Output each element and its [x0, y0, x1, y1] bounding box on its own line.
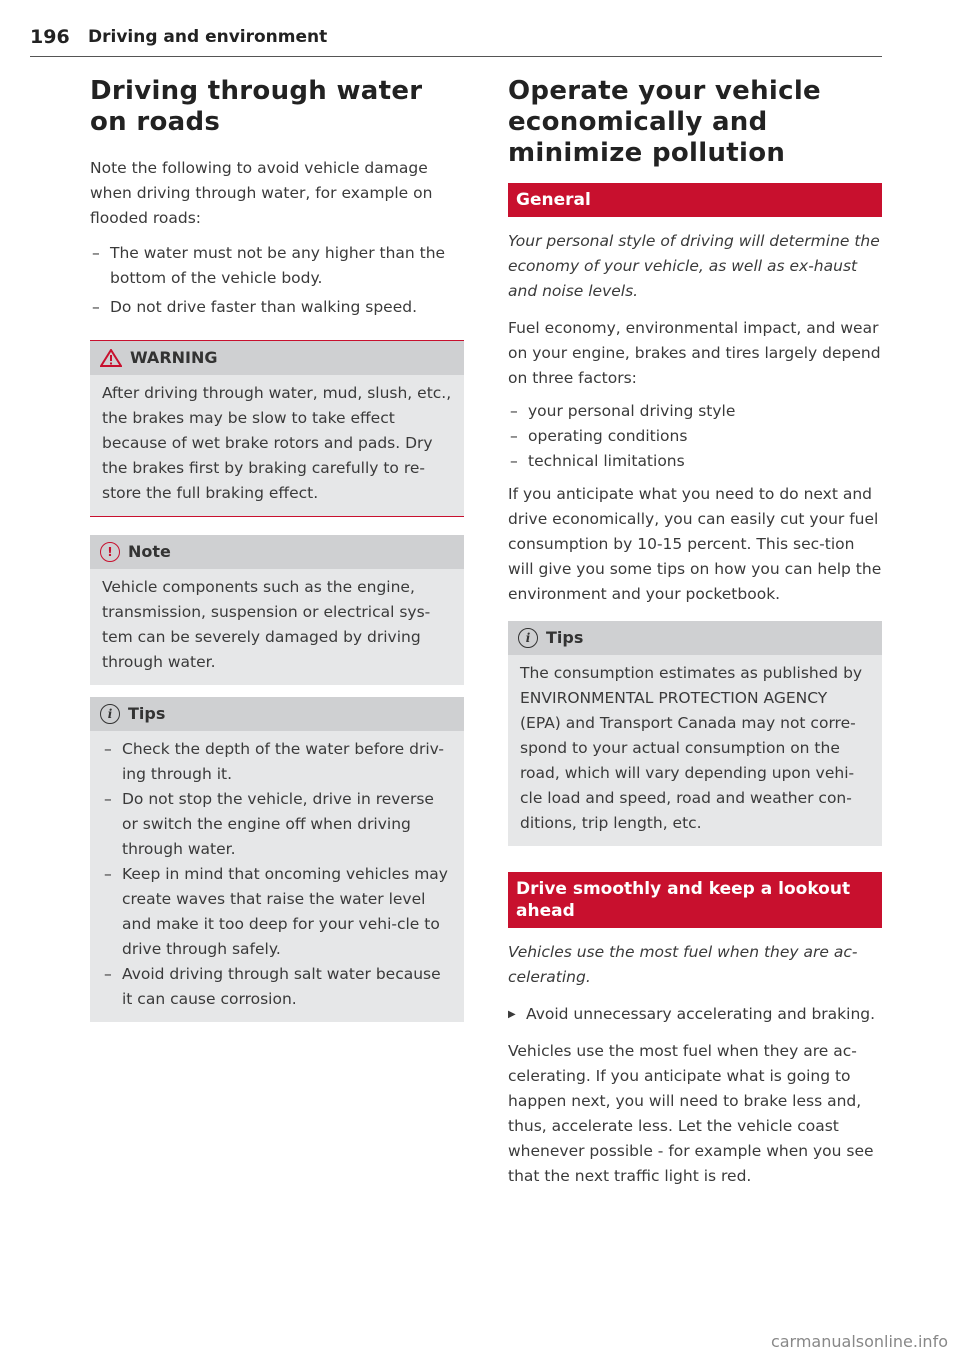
general-intro: Your personal style of driving will determine the economy of your vehicle, as well as ex-haust and noise levels. [508, 232, 880, 300]
drive-paragraph: Vehicles use the most fuel when they are ac-celerating. If you anticipate what is going to happen next, you will need to brake less and, thus, accelerate less. Let the vehicle coast whenever possible - for example when you see that the next traffic light is red. [508, 1042, 874, 1185]
warning-icon [100, 349, 122, 367]
list-item: – Do not stop the vehicle, drive in reverse or switch the engine off when driving through water. [102, 787, 452, 862]
drive-intro: Vehicles use the most fuel when they are ac-celerating. [508, 943, 858, 986]
list-item: – Keep in mind that oncoming vehicles may create waves that raise the water level and make it too deep for your vehi-cle to drive through safely. [102, 862, 452, 962]
watermark: carmanualsonline.info [770, 1332, 948, 1351]
note-text: Vehicle components such as the engine, transmission, suspension or electrical sys-tem can be severely damaged by driving through water. [102, 578, 431, 671]
list-item: – The water must not be any higher than the bottom of the vehicle body. [90, 241, 464, 291]
factors-list [508, 399, 882, 474]
left-column [90, 76, 464, 1022]
list-item: – Do not drive faster than walking speed. [90, 295, 464, 320]
intro-paragraph: Note the following to avoid vehicle damage when driving through water, for example on flooded roads: [90, 159, 433, 227]
section-title: Driving and environment [88, 27, 328, 47]
tips-box [90, 697, 464, 1022]
heading-driving-through-water: Driving through water on roads [90, 76, 423, 137]
tips-header [90, 697, 464, 731]
note-label: Note [128, 542, 171, 561]
warning-header [90, 340, 464, 375]
drive-smoothly-bar: Drive smoothly and keep a lookout ahead [508, 872, 882, 928]
note-box [90, 535, 464, 685]
info-icon: i [100, 704, 120, 724]
general-bar: General [508, 183, 882, 217]
page-header [30, 26, 882, 57]
warning-label: WARNING [130, 348, 218, 367]
note-header [90, 535, 464, 569]
right-column [508, 76, 882, 1189]
page-number: 196 [30, 26, 70, 48]
list-item: – your personal driving style [508, 399, 882, 424]
warning-text: After driving through water, mud, slush, etc., the brakes may be slow to take effect because of wet brake rotors and pads. Dry the brakes first by braking carefully to re-store the full braking effect. [102, 384, 452, 502]
exclamation-icon: ! [100, 542, 120, 562]
right-tips-header [508, 621, 882, 655]
factors-paragraph: Fuel economy, environmental impact, and wear on your engine, brakes and tires largely depend on three factors: [508, 319, 881, 387]
right-tips-text: The consumption estimates as published by ENVIRONMENTAL PROTECTION AGENCY (EPA) and Transport Canada may not corre-spond to your actual consumption on the road, which will vary depending upon vehi-cle load and speed, road and weather con-ditions, trip length, etc. [520, 664, 863, 832]
info-icon: i [518, 628, 538, 648]
heading-operate-economically: Operate your vehicle economically and minimize pollution [508, 76, 821, 168]
list-item: – Avoid driving through salt water because it can cause corrosion. [102, 962, 452, 1012]
anticipate-paragraph: If you anticipate what you need to do next and drive economically, you can easily cut your fuel consumption by 10-15 percent. This sec-tion will give you some tips on how you can help the environment and your pocketbook. [508, 485, 882, 603]
water-bullets [90, 241, 464, 320]
tips-label: Tips [128, 704, 166, 723]
tips-list [102, 737, 452, 1012]
warning-body [90, 375, 464, 517]
drive-action: ▶ Avoid unnecessary accelerating and braking. [508, 1002, 882, 1027]
right-tips-label: Tips [546, 628, 584, 647]
right-tips-body [508, 655, 882, 846]
right-tips-box [508, 621, 882, 846]
list-item: – operating conditions [508, 424, 882, 449]
list-item: – Check the depth of the water before driv-ing through it. [102, 737, 452, 787]
list-item: – technical limitations [508, 449, 882, 474]
warning-box [90, 340, 464, 517]
note-body [90, 569, 464, 685]
tips-body [90, 731, 464, 1022]
